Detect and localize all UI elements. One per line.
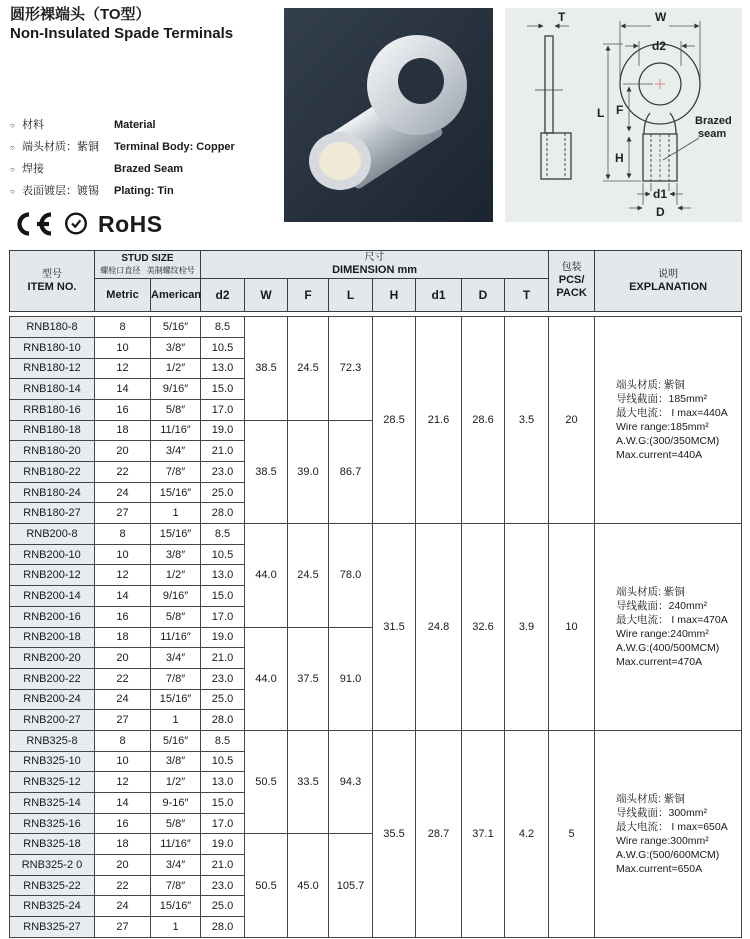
item-cell: RNB180-22 <box>10 462 95 483</box>
material-en: Plating: Tin <box>114 184 174 197</box>
american-cell: 3/4″ <box>151 648 201 669</box>
american-cell: 1 <box>151 710 201 731</box>
table-row <box>10 730 742 751</box>
item-cell: RNB325-10 <box>10 751 95 772</box>
american-cell: 3/8″ <box>151 751 201 772</box>
header-pack: 包装 PCS/ PACK <box>549 251 595 312</box>
american-cell: 1/2″ <box>151 565 201 586</box>
header-w: W <box>245 279 288 312</box>
page-title-zh: 圆形裸端头（TO型） <box>10 6 151 23</box>
h-cell: 31.5 <box>373 524 416 731</box>
l-cell: 78.0 <box>329 524 373 627</box>
metric-cell: 12 <box>95 772 151 793</box>
american-cell: 9/16″ <box>151 379 201 400</box>
american-cell: 5/16″ <box>151 730 201 751</box>
american-cell: 3/8″ <box>151 337 201 358</box>
bullet-icon: ○ <box>10 120 15 130</box>
item-cell: RNB200-10 <box>10 544 95 565</box>
f-cell: 39.0 <box>288 420 329 523</box>
d2-cell: 10.5 <box>201 751 245 772</box>
american-cell: 15/16″ <box>151 896 201 917</box>
american-cell: 15/16″ <box>151 524 201 545</box>
d2-cell: 25.0 <box>201 689 245 710</box>
d-cell: 32.6 <box>462 524 505 731</box>
header-l: L <box>329 279 373 312</box>
material-zh: 表面镀层：镀锡 <box>22 184 99 197</box>
metric-cell: 10 <box>95 751 151 772</box>
item-cell: RNB180-14 <box>10 379 95 400</box>
american-cell: 5/16″ <box>151 317 201 338</box>
metric-cell: 24 <box>95 896 151 917</box>
d2-cell: 13.0 <box>201 565 245 586</box>
spec-table-body <box>9 316 742 938</box>
metric-cell: 16 <box>95 606 151 627</box>
metric-cell: 12 <box>95 565 151 586</box>
material-zh: 端头材质：紫铜 <box>22 140 99 153</box>
d2-cell: 21.0 <box>201 855 245 876</box>
american-cell: 15/16″ <box>151 689 201 710</box>
w-cell: 50.5 <box>245 834 288 937</box>
top-section <box>0 0 750 246</box>
item-cell: RNB325-8 <box>10 730 95 751</box>
materials-list <box>10 116 278 198</box>
item-cell: RNB325-2 0 <box>10 855 95 876</box>
page-title-en: Non-Insulated Spade Terminals <box>10 24 234 42</box>
f-cell: 24.5 <box>288 317 329 420</box>
f-cell: 45.0 <box>288 834 329 937</box>
american-cell: 15/16″ <box>151 482 201 503</box>
metric-cell: 22 <box>95 668 151 689</box>
item-cell: RNB325-24 <box>10 896 95 917</box>
header-american: American <box>151 279 201 312</box>
american-cell: 5/8″ <box>151 399 201 420</box>
spec-table <box>9 250 741 938</box>
item-cell: RNB200-18 <box>10 627 95 648</box>
intro-block <box>10 6 278 238</box>
dimension-diagram <box>505 8 742 222</box>
header-d2: d2 <box>201 279 245 312</box>
american-cell: 11/16″ <box>151 834 201 855</box>
f-cell: 33.5 <box>288 730 329 833</box>
item-cell: RNB180-20 <box>10 441 95 462</box>
header-explanation: 说明 EXPLANATION <box>595 251 742 312</box>
d2-cell: 19.0 <box>201 627 245 648</box>
item-cell: RNB200-14 <box>10 586 95 607</box>
table-row <box>10 317 742 338</box>
header-t: T <box>505 279 549 312</box>
metric-cell: 27 <box>95 710 151 731</box>
item-cell: RNB180-27 <box>10 503 95 524</box>
d2-cell: 28.0 <box>201 503 245 524</box>
dim-label-w: W <box>655 10 667 24</box>
american-cell: 11/16″ <box>151 420 201 441</box>
material-row <box>10 116 278 132</box>
metric-cell: 14 <box>95 793 151 814</box>
d2-cell: 17.0 <box>201 813 245 834</box>
metric-cell: 20 <box>95 441 151 462</box>
item-cell: RNB325-14 <box>10 793 95 814</box>
d2-cell: 19.0 <box>201 420 245 441</box>
metric-cell: 24 <box>95 689 151 710</box>
d2-cell: 25.0 <box>201 482 245 503</box>
w-cell: 50.5 <box>245 730 288 833</box>
rohs-label: RoHS <box>98 210 163 237</box>
d2-cell: 21.0 <box>201 648 245 669</box>
dim-label-d1: d1 <box>653 187 668 201</box>
material-zh: 焊接 <box>22 162 44 175</box>
american-cell: 11/16″ <box>151 627 201 648</box>
d2-cell: 15.0 <box>201 379 245 400</box>
dim-label-d2: d2 <box>652 39 667 53</box>
d2-cell: 23.0 <box>201 668 245 689</box>
d2-cell: 10.5 <box>201 544 245 565</box>
d2-cell: 28.0 <box>201 710 245 731</box>
material-row <box>10 138 278 154</box>
metric-cell: 14 <box>95 379 151 400</box>
explanation-cell: 端头材质: 紫铜 导线截面：240mm² 最大电流： I max=470A Wire range:240mm² A.W.G:(400/500MCM) Max.current=470A <box>595 524 742 731</box>
d1-cell: 24.8 <box>416 524 462 731</box>
metric-cell: 18 <box>95 834 151 855</box>
quality-cert-icon <box>63 211 89 237</box>
d-cell: 28.6 <box>462 317 505 524</box>
american-cell: 5/8″ <box>151 606 201 627</box>
d2-cell: 8.5 <box>201 524 245 545</box>
d2-cell: 23.0 <box>201 462 245 483</box>
item-cell: RNB180-10 <box>10 337 95 358</box>
item-cell: RNB200-8 <box>10 524 95 545</box>
d2-cell: 17.0 <box>201 606 245 627</box>
dim-label-f: F <box>616 103 624 117</box>
american-cell: 1/2″ <box>151 358 201 379</box>
metric-cell: 27 <box>95 917 151 938</box>
header-metric: Metric <box>95 279 151 312</box>
d2-cell: 13.0 <box>201 772 245 793</box>
metric-cell: 10 <box>95 337 151 358</box>
metric-cell: 24 <box>95 482 151 503</box>
metric-cell: 18 <box>95 627 151 648</box>
d2-cell: 8.5 <box>201 730 245 751</box>
bullet-icon: ○ <box>10 164 15 174</box>
item-cell: RNB200-27 <box>10 710 95 731</box>
dim-label-h: H <box>615 151 624 165</box>
item-cell: RNB200-24 <box>10 689 95 710</box>
item-cell: RNB325-12 <box>10 772 95 793</box>
material-row <box>10 182 278 198</box>
spec-table-header <box>9 250 742 312</box>
d2-cell: 23.0 <box>201 875 245 896</box>
d2-cell: 15.0 <box>201 586 245 607</box>
item-cell: RNB180-12 <box>10 358 95 379</box>
d2-cell: 8.5 <box>201 317 245 338</box>
material-zh: 材料 <box>22 118 44 131</box>
t-cell: 3.5 <box>505 317 549 524</box>
metric-cell: 8 <box>95 317 151 338</box>
t-cell: 4.2 <box>505 730 549 937</box>
item-cell: RNB180-8 <box>10 317 95 338</box>
metric-cell: 27 <box>95 503 151 524</box>
item-cell: RRB180-16 <box>10 399 95 420</box>
pack-cell: 5 <box>549 730 595 937</box>
item-cell: RNB200-16 <box>10 606 95 627</box>
d2-cell: 15.0 <box>201 793 245 814</box>
item-cell: RNB325-18 <box>10 834 95 855</box>
material-en: Terminal Body: Copper <box>114 140 235 153</box>
item-cell: RNB325-27 <box>10 917 95 938</box>
metric-cell: 14 <box>95 586 151 607</box>
item-cell: RNB180-18 <box>10 420 95 441</box>
d1-cell: 21.6 <box>416 317 462 524</box>
american-cell: 7/8″ <box>151 462 201 483</box>
bullet-icon: ○ <box>10 142 15 152</box>
d2-cell: 17.0 <box>201 399 245 420</box>
metric-cell: 20 <box>95 855 151 876</box>
f-cell: 37.5 <box>288 627 329 730</box>
d2-cell: 21.0 <box>201 441 245 462</box>
h-cell: 35.5 <box>373 730 416 937</box>
metric-cell: 22 <box>95 462 151 483</box>
explanation-cell: 端头材质: 紫铜 导线截面：300mm² 最大电流： I max=650A Wire range:300mm² A.W.G:(500/600MCM) Max.current=650A <box>595 730 742 937</box>
metric-cell: 8 <box>95 524 151 545</box>
l-cell: 86.7 <box>329 420 373 523</box>
item-cell: RNB200-22 <box>10 668 95 689</box>
product-photo <box>284 8 493 222</box>
dim-label-d: D <box>656 205 665 219</box>
bullet-icon: ○ <box>10 186 15 196</box>
w-cell: 44.0 <box>245 524 288 627</box>
explanation-cell: 端头材质: 紫铜 导线截面：185mm² 最大电流： I max=440A Wire range:185mm² A.W.G:(300/350MCM) Max.current=440A <box>595 317 742 524</box>
l-cell: 91.0 <box>329 627 373 730</box>
header-stud-size: STUD SIZE 螺栓口直径 美制螺纹栓号 <box>95 251 201 279</box>
h-cell: 28.5 <box>373 317 416 524</box>
pack-cell: 20 <box>549 317 595 524</box>
d1-cell: 28.7 <box>416 730 462 937</box>
header-dimension: 尺寸 DIMENSION mm <box>201 251 549 279</box>
header-f: F <box>288 279 329 312</box>
metric-cell: 16 <box>95 399 151 420</box>
american-cell: 1 <box>151 917 201 938</box>
header-item-no: 型号 ITEM NO. <box>10 251 95 312</box>
pack-cell: 10 <box>549 524 595 731</box>
metric-cell: 20 <box>95 648 151 669</box>
t-cell: 3.9 <box>505 524 549 731</box>
material-en: Material <box>114 118 156 131</box>
d2-cell: 10.5 <box>201 337 245 358</box>
metric-cell: 18 <box>95 420 151 441</box>
l-cell: 105.7 <box>329 834 373 937</box>
metric-cell: 12 <box>95 358 151 379</box>
l-cell: 94.3 <box>329 730 373 833</box>
ce-mark-icon <box>10 211 54 237</box>
d2-cell: 28.0 <box>201 917 245 938</box>
metric-cell: 22 <box>95 875 151 896</box>
certifications <box>10 211 278 238</box>
dim-label-l: L <box>597 106 605 120</box>
l-cell: 72.3 <box>329 317 373 420</box>
header-d1: d1 <box>416 279 462 312</box>
american-cell: 1/2″ <box>151 772 201 793</box>
metric-cell: 16 <box>95 813 151 834</box>
american-cell: 7/8″ <box>151 668 201 689</box>
item-cell: RNB325-16 <box>10 813 95 834</box>
w-cell: 44.0 <box>245 627 288 730</box>
d2-cell: 19.0 <box>201 834 245 855</box>
header-d: D <box>462 279 505 312</box>
american-cell: 7/8″ <box>151 875 201 896</box>
material-row <box>10 160 278 176</box>
american-cell: 3/4″ <box>151 855 201 876</box>
american-cell: 9/16″ <box>151 586 201 607</box>
f-cell: 24.5 <box>288 524 329 627</box>
american-cell: 3/8″ <box>151 544 201 565</box>
dim-label-t: T <box>558 10 566 24</box>
item-cell: RNB200-20 <box>10 648 95 669</box>
metric-cell: 8 <box>95 730 151 751</box>
table-row <box>10 524 742 545</box>
d2-cell: 25.0 <box>201 896 245 917</box>
metric-cell: 10 <box>95 544 151 565</box>
w-cell: 38.5 <box>245 420 288 523</box>
w-cell: 38.5 <box>245 317 288 420</box>
american-cell: 5/8″ <box>151 813 201 834</box>
material-en: Brazed Seam <box>114 162 184 175</box>
header-h: H <box>373 279 416 312</box>
brazed-seam-label: Brazed <box>695 115 732 127</box>
american-cell: 3/4″ <box>151 441 201 462</box>
item-cell: RNB325-22 <box>10 875 95 896</box>
item-cell: RNB180-24 <box>10 482 95 503</box>
d2-cell: 13.0 <box>201 358 245 379</box>
brazed-seam-label: seam <box>698 128 727 140</box>
american-cell: 1 <box>151 503 201 524</box>
american-cell: 9-16″ <box>151 793 201 814</box>
d-cell: 37.1 <box>462 730 505 937</box>
item-cell: RNB200-12 <box>10 565 95 586</box>
